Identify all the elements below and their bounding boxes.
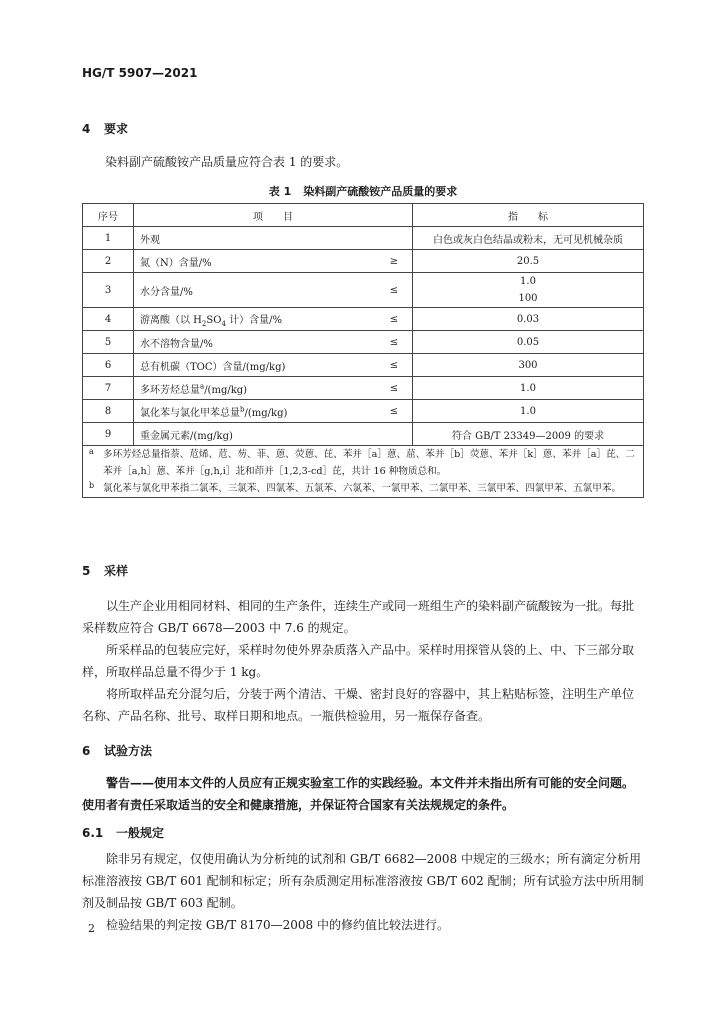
- header-spec: 指 标: [413, 204, 644, 227]
- subsection-title: 一般规定: [116, 826, 165, 840]
- note-text: 氯化苯与氯化甲苯指二氯苯、三氯苯、四氯苯、五氯苯、六氯苯、一氯甲苯、二氯甲苯、三氯甲苯、四氯甲苯、五氯甲苯。: [103, 483, 622, 494]
- paragraph: 检验结果的判定按 GB/T 8170—2008 中的修约值比较法进行。: [106, 918, 449, 932]
- row-spec: 符合 GB/T 23349—2009 的要求: [413, 423, 644, 446]
- table-row: [83, 377, 644, 400]
- row-item-text: 游离酸（以 H: [140, 314, 202, 326]
- section-title: 试验方法: [104, 744, 153, 758]
- section-4-heading: [82, 120, 128, 137]
- row-no: 4: [83, 308, 134, 331]
- row-item-text: 氯化苯与氯化甲苯总量: [140, 407, 240, 419]
- table-row: [83, 273, 644, 308]
- section-number: 4: [82, 122, 91, 136]
- table-note: [89, 480, 637, 497]
- header-item: 项 目: [134, 204, 413, 227]
- table-row: [83, 331, 644, 354]
- section-6-heading: [82, 742, 152, 759]
- section-5-heading: [82, 562, 128, 579]
- section-5-body: [82, 595, 644, 727]
- table-notes-row: [83, 446, 644, 498]
- row-item: 氮（N）含量/%: [134, 250, 377, 273]
- requirements-table: [82, 203, 644, 498]
- table-caption-label: 表 1: [268, 185, 292, 198]
- row-relation: ≤: [376, 400, 413, 423]
- note-text: 多环芳烃总量指萘、苊烯、苊、芴、菲、蒽、荧蒽、芘、苯并［a］蒽、䓛、苯并［b］荧蒽、苯并［k］蒽、苯并［a］芘、二苯并［a,h］蒽、苯并［g,h,i］苝和茚并［1,2,3-cd］芘，共计 16 种物质总和。: [103, 449, 635, 477]
- section-number: 6: [82, 744, 91, 758]
- table-row: [83, 400, 644, 423]
- row-no: 2: [83, 250, 134, 273]
- row-spec: 300: [413, 354, 644, 377]
- row-item-text: 多环芳烃总量: [140, 384, 200, 396]
- safety-warning: [82, 772, 644, 816]
- row-item-text: /(mg/kg): [204, 384, 248, 396]
- row-no: 5: [83, 331, 134, 354]
- row-no: 1: [83, 227, 134, 250]
- row-relation: [376, 423, 413, 446]
- row-item: 总有机碳（TOC）含量/(mg/kg): [134, 354, 377, 377]
- row-item-footnote-mark: a: [200, 382, 205, 391]
- table-row: [83, 308, 644, 331]
- header-no: 序号: [83, 204, 134, 227]
- row-item-subscript: 4: [221, 319, 226, 328]
- subsection-6-1-heading: [82, 824, 164, 841]
- section-4-intro: 染料副产硫酸铵产品质量应符合表 1 的要求。: [105, 155, 349, 169]
- row-no: 8: [83, 400, 134, 423]
- row-item: [134, 377, 377, 400]
- row-item-text: /(mg/kg): [244, 407, 288, 419]
- table-header-row: [83, 204, 644, 227]
- table-row: [83, 250, 644, 273]
- row-spec: 20.5: [413, 250, 644, 273]
- row-item: 水分含量/%: [134, 273, 377, 308]
- table-caption-title: 染料副产硫酸铵产品质量的要求: [303, 185, 458, 198]
- row-relation: ≤: [376, 308, 413, 331]
- warning-text: 警告——使用本文件的人员应有正规实验室工作的实践经验。本文件并未指出所有可能的安全问题。使用者有责任采取适当的安全和健康措施，并保证符合国家有关法规规定的条件。: [82, 776, 635, 812]
- row-relation: [376, 227, 413, 250]
- row-item: [134, 400, 377, 423]
- paragraph: 将所取样品充分混匀后，分装于两个清洁、干燥、密封良好的容器中，其上粘贴标签，注明生产单位名称、产品名称、批号、取样日期和地点。一瓶供检验用，另一瓶保存备查。: [82, 687, 635, 723]
- row-no: 3: [83, 273, 134, 308]
- standard-code: HG/T 5907—2021: [82, 66, 198, 80]
- subsection-6-1-body: [82, 848, 644, 936]
- row-item-text: SO: [206, 314, 222, 326]
- subsection-number: 6.1: [82, 826, 104, 840]
- row-item: [134, 308, 377, 331]
- row-relation: ≤: [376, 377, 413, 400]
- row-relation: ≤: [376, 273, 413, 308]
- row-no: 6: [83, 354, 134, 377]
- row-no: 9: [83, 423, 134, 446]
- row-relation: ≤: [376, 331, 413, 354]
- note-mark: b: [89, 481, 95, 490]
- section-title: 采样: [104, 564, 129, 578]
- section-number: 5: [82, 564, 91, 578]
- section-title: 要求: [104, 122, 129, 136]
- paragraph: 以生产企业用相同材料、相同的生产条件，连续生产或同一班组生产的染料副产硫酸铵为一批。每批采样数应符合 GB/T 6678—2003 中 7.6 的规定。: [82, 599, 635, 635]
- row-item-subscript: 2: [201, 319, 207, 328]
- table-row: [83, 354, 644, 377]
- row-spec: 1.0: [413, 400, 644, 423]
- row-spec: [413, 273, 644, 308]
- row-spec-line-2: 100: [518, 293, 538, 304]
- table-row: [83, 423, 644, 446]
- row-item-footnote-mark: b: [240, 405, 245, 414]
- row-spec: 0.05: [413, 331, 644, 354]
- paragraph: 所采样品的包装应完好，采样时勿使外界杂质落入产品中。采样时用探管从袋的上、中、下三部分取样，所取样品总量不得少于 1 kg。: [82, 643, 635, 679]
- row-item: 重金属元素/(mg/kg): [134, 423, 377, 446]
- page-number: 2: [88, 922, 95, 935]
- table-note: [89, 446, 637, 480]
- row-spec: 1.0: [413, 377, 644, 400]
- row-spec: 0.03: [413, 308, 644, 331]
- table-notes: [83, 446, 644, 498]
- row-no: 7: [83, 377, 134, 400]
- row-spec-line-1: 1.0: [520, 276, 536, 287]
- row-item-text: 计）含量/%: [225, 314, 282, 326]
- row-relation: ≤: [376, 354, 413, 377]
- table-caption: [82, 183, 644, 199]
- paragraph: 除非另有规定，仅使用确认为分析纯的试剂和 GB/T 6682—2008 中规定的三级水；所有滴定分析用标准溶液按 GB/T 601 配制和标定；所有杂质测定用标准溶液按 GB/T 602 配制；所有试验方法中所用制剂及制品按 GB/T 603 配制。: [82, 852, 644, 910]
- row-relation: ≥: [376, 250, 413, 273]
- row-item: 外观: [134, 227, 377, 250]
- row-item: 水不溶物含量/%: [134, 331, 377, 354]
- table-row: [83, 227, 644, 250]
- note-mark: a: [89, 447, 94, 456]
- row-spec: 白色或灰白色结晶或粉末，无可见机械杂质: [413, 227, 644, 250]
